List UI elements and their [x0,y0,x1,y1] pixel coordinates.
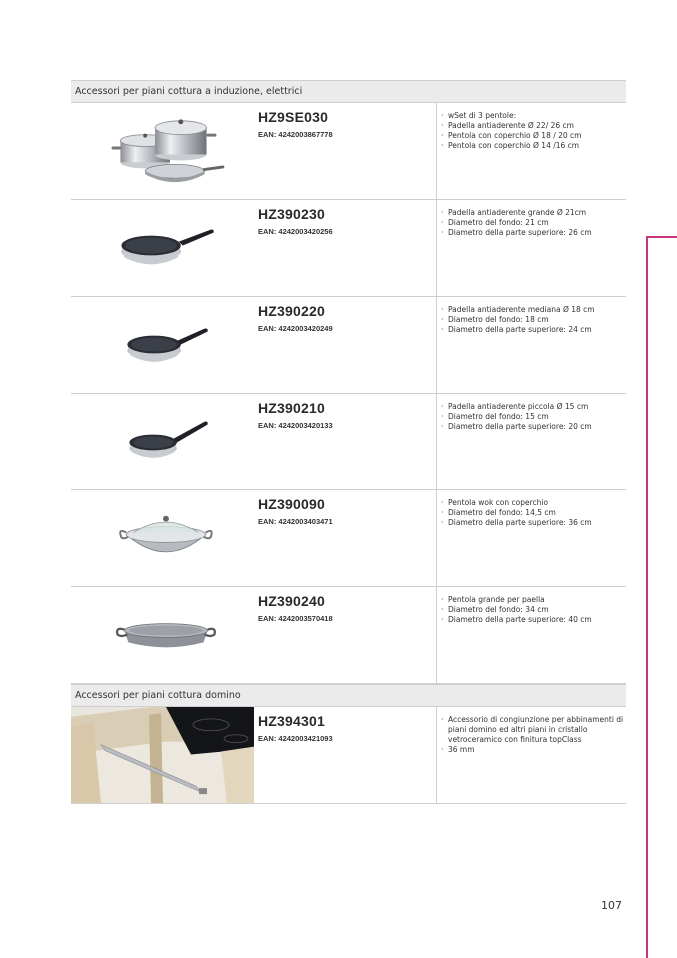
product-row [71,707,626,804]
description-item: · 36 mm [440,745,624,755]
product-row [71,587,626,684]
column-divider [436,394,437,489]
product-code: HZ9SE030 [258,109,329,125]
column-divider [436,200,437,296]
column-divider [436,707,437,803]
product-code: HZ390210 [258,400,325,416]
product-description [440,402,624,432]
pot-set-image [71,103,254,199]
description-item: · Diametro della parte superiore: 40 cm [440,615,624,625]
description-item: · Padella antiaderente mediana Ø 18 cm [440,305,624,315]
product-row [71,103,626,200]
section-title: Accessori per piani cottura domino [75,690,241,701]
description-item: · wSet di 3 pentole: [440,111,624,121]
column-divider [436,587,437,683]
wok-with-lid-image [71,490,254,586]
product-ean: EAN: 4242003867778 [258,130,333,139]
product-ean: EAN: 4242003403471 [258,517,333,526]
product-code: HZ390090 [258,496,325,512]
column-divider [436,490,437,586]
paella-pan-image [71,587,254,683]
product-description [440,305,624,335]
product-row [71,490,626,587]
description-item: · Diametro del fondo: 14,5 cm [440,508,624,518]
section-title: Accessori per piani cottura a induzione, elettrici [75,86,303,97]
description-item: · Diametro della parte superiore: 20 cm [440,422,624,432]
description-item: · Pentola grande per paella [440,595,624,605]
description-item: · Pentola con coperchio Ø 14 /16 cm [440,141,624,151]
product-description [440,595,624,625]
product-description [440,208,624,238]
domino-connector-image [71,707,254,803]
description-item: · Padella antiaderente grande Ø 21cm [440,208,624,218]
section-header-induction [71,80,626,103]
page-number: 107 [601,899,622,912]
product-ean: EAN: 4242003420249 [258,324,333,333]
column-divider [436,297,437,393]
accent-bar [646,236,648,958]
product-code: HZ390220 [258,303,325,319]
product-ean: EAN: 4242003421093 [258,734,333,743]
non-stick-pan-medium-image [71,297,254,393]
product-code: HZ390230 [258,206,325,222]
product-code: HZ394301 [258,713,325,729]
description-item: · Pentola wok con coperchio [440,498,624,508]
description-item: · Diametro del fondo: 15 cm [440,412,624,422]
product-row [71,200,626,297]
non-stick-pan-small-image [71,394,254,489]
description-item: · Diametro del fondo: 21 cm [440,218,624,228]
description-item: · Accessorio di congiunzione per abbinamenti di piani domino ed altri piani in cristallo vetroceramico con finitura topClass [440,715,624,745]
column-divider [436,103,437,199]
product-ean: EAN: 4242003570418 [258,614,333,623]
description-item: · Diametro della parte superiore: 24 cm [440,325,624,335]
non-stick-pan-large-image [71,200,254,296]
description-item: · Padella antiaderente piccola Ø 15 cm [440,402,624,412]
product-description [440,111,624,151]
product-row [71,297,626,394]
description-item: · Diametro della parte superiore: 26 cm [440,228,624,238]
product-description [440,715,624,755]
description-item: · Diametro del fondo: 18 cm [440,315,624,325]
product-ean: EAN: 4242003420256 [258,227,333,236]
product-code: HZ390240 [258,593,325,609]
section-header-domino [71,684,626,707]
description-item: · Pentola con coperchio Ø 18 / 20 cm [440,131,624,141]
description-item: · Diametro della parte superiore: 36 cm [440,518,624,528]
product-row [71,394,626,490]
product-description [440,498,624,528]
description-item: · Diametro del fondo: 34 cm [440,605,624,615]
description-item: · Padella antiaderente Ø 22/ 26 cm [440,121,624,131]
product-ean: EAN: 4242003420133 [258,421,333,430]
accent-tab [646,236,677,238]
